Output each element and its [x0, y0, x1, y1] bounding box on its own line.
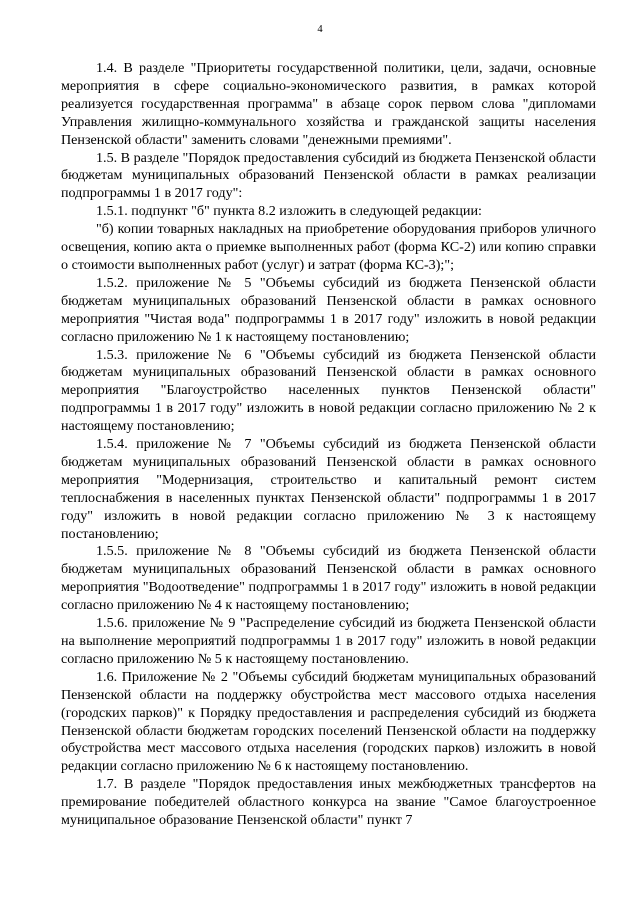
paragraph-1-6: 1.6. Приложение № 2 "Объемы субсидий бюджетам муниципальных образований Пензенской области на поддержку обустройства мест массового отдыха населения (городских парков)" к Порядку предоставления и распределения субсидий из бюджета Пензенской области бюджетам городских поселений Пензенской области на поддержку обустройства мест массового отдыха населения (городских парков) изложить в новой редакции согласно приложению № 6 к настоящему постановлению.	[61, 668, 596, 775]
page-number: 4	[317, 24, 323, 35]
paragraph-1-5-2: 1.5.2. приложение № 5 "Объемы субсидий из бюджета Пензенской области бюджетам муниципальных образований Пензенской области в рамках основного мероприятия "Чистая вода" подпрограммы 1 в 2017 году" изложить в новой редакции согласно приложению № 1 к настоящему постановлению;	[61, 274, 596, 345]
paragraph-1-5-6: 1.5.6. приложение № 9 "Распределение субсидий из бюджета Пензенской области на выполнение мероприятий подпрограммы 1 в 2017 году" изложить в новой редакции согласно приложению № 5 к настоящему постановлению.	[61, 615, 596, 667]
paragraph-1-5-3: 1.5.3. приложение № 6 "Объемы субсидий из бюджета Пензенской области бюджетам муниципальных образований Пензенской области в рамках основного мероприятия "Благоустройство населенных пунктов Пензенской области" подпрограммы 1 в 2017 году" изложить в новой редакции согласно приложению № 2 к настоящему постановлению;	[61, 346, 596, 435]
paragraph-1-5-1: 1.5.1. подпункт "б" пункта 8.2 изложить в следующей редакции:	[96, 203, 482, 220]
paragraph-1-7: 1.7. В разделе "Порядок предоставления иных межбюджетных трансфертов на премирование победителей областного конкурса на звание "Самое благоустроенное муниципальное образование Пензенской области" пункт 7	[61, 776, 596, 829]
paragraph-1-5-4: 1.5.4. приложение № 7 "Объемы субсидий из бюджета Пензенской области бюджетам муниципальных образований Пензенской области в рамках основного мероприятия "Модернизация, строительство и капитальный ремонт систем теплоснабжения в населенных пунктах Пензенской области" подпрограммы 1 в 2017 году" изложить в новой редакции согласно приложению № 3 к настоящему постановлению;	[61, 436, 596, 542]
document-body	[61, 60, 596, 830]
paragraph-1-5-5: 1.5.5. приложение № 8 "Объемы субсидий из бюджета Пензенской области бюджетам муниципальных образований Пензенской области в рамках основного мероприятия "Водоотведение" подпрограммы 1 в 2017 году" изложить в новой редакции согласно приложению № 4 к настоящему постановлению;	[61, 543, 596, 614]
paragraph-1-5: 1.5. В разделе "Порядок предоставления субсидий из бюджета Пензенской области бюджетам муниципальных образований Пензенской области в рамках реализации подпрограммы 1 в 2017 году":	[61, 149, 596, 202]
paragraph-1-4: 1.4. В разделе "Приоритеты государственной политики, цели, задачи, основные мероприятия в сфере социально-экономического развития, в рамках которой реализуется государственная программа" в абзаце сорок первом слова "дипломами Управления жилищно-коммунального хозяйства и гражданской защиты населения Пензенской области" заменить словами "денежными премиями".	[61, 60, 596, 148]
paragraph-subitem-b: "б) копии товарных накладных на приобретение оборудования приборов уличного освещения, копию акта о приемке выполненных работ (форма КС-2) или копию справки о стоимости выполненных работ (услуг) и затрат (форма КС-3);";	[61, 221, 596, 273]
